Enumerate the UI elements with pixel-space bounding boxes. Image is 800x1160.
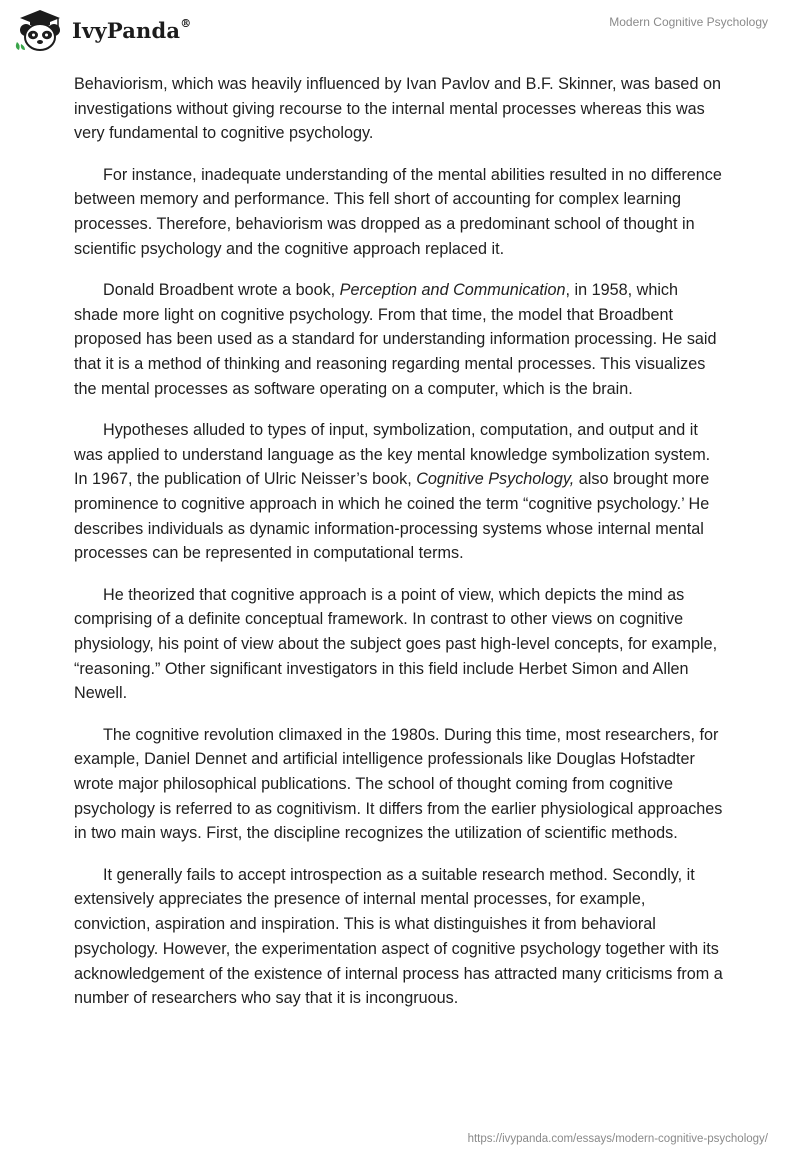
paragraph: Donald Broadbent wrote a book, Perception and Communication, in 1958, which shade more light on cognitive psychology. From that time, the model that Broadbent proposed has been used as a standard for understanding information processing. He said that it is a method of thinking and reasoning regarding mental processes. This visualizes the mental processes as software operating on a computer, which is the brain.	[74, 280, 717, 398]
book-title: Perception and Communication	[339, 280, 566, 299]
book-title: Cognitive Psychology,	[416, 470, 575, 489]
registered-mark: ®	[180, 16, 192, 30]
page-header	[0, 0, 800, 70]
brand-name: IvyPanda®	[72, 16, 192, 43]
panda-graduate-icon	[14, 8, 66, 52]
document-title: Modern Cognitive Psychology	[609, 15, 768, 29]
paragraph: He theorized that cognitive approach is a point of view, which depicts the mind as comprising of a definite conceptual framework. In contrast to other views on cognitive physiology, his point of view about the subject goes past high-level concepts, for example, “reasoning.” Other significant investigators in this field include Herbet Simon and Allen Newell.	[74, 585, 718, 703]
paragraph: For instance, inadequate understanding of the mental abilities resulted in no difference between memory and performance. This fell short of accounting for complex learning processes. Therefore, behaviorism was dropped as a predominant school of thought in scientific psychology and the cognitive approach replaced it.	[74, 165, 722, 258]
essay-body	[74, 72, 726, 1027]
paragraph: Hypotheses alluded to types of input, symbolization, computation, and output and it was applied to understand language as the key mental knowledge symbolization system. In 1967, the publication of Ulric Neisser’s book, Cognitive Psychology, also brought more prominence to cognitive approach in which he coined the term “cognitive psychology.’ He describes individuals as dynamic information-processing systems whose internal mental processes can be represented in computational terms.	[74, 420, 711, 563]
paragraph: Behaviorism, which was heavily influenced by Ivan Pavlov and B.F. Skinner, was based on investigations without giving recourse to the internal mental processes whereas this was very fundamental to cognitive psychology.	[74, 75, 721, 143]
source-url-link[interactable]: https://ivypanda.com/essays/modern-cognitive-psychology/	[467, 1133, 768, 1145]
ivypanda-logo[interactable]	[14, 8, 191, 52]
paragraph: The cognitive revolution climaxed in the 1980s. During this time, most researchers, for example, Daniel Dennet and artificial intelligence professionals like Douglas Hofstadter wrote major philosophical publications. The school of thought coming from cognitive psychology is referred to as cognitivism. It differs from the earlier physiological approaches in two main ways. First, the discipline recognizes the utilization of scientific methods.	[74, 725, 723, 843]
paragraph: It generally fails to accept introspection as a suitable research method. Secondly, it extensively appreciates the presence of internal mental processes, for example, conviction, aspiration and inspiration. This is what distinguishes it from behavioral psychology. However, the experimentation aspect of cognitive psychology together with its acknowledgement of the existence of internal process has attracted many criticisms from a number of researchers who say that it is incongruous.	[74, 865, 723, 1008]
